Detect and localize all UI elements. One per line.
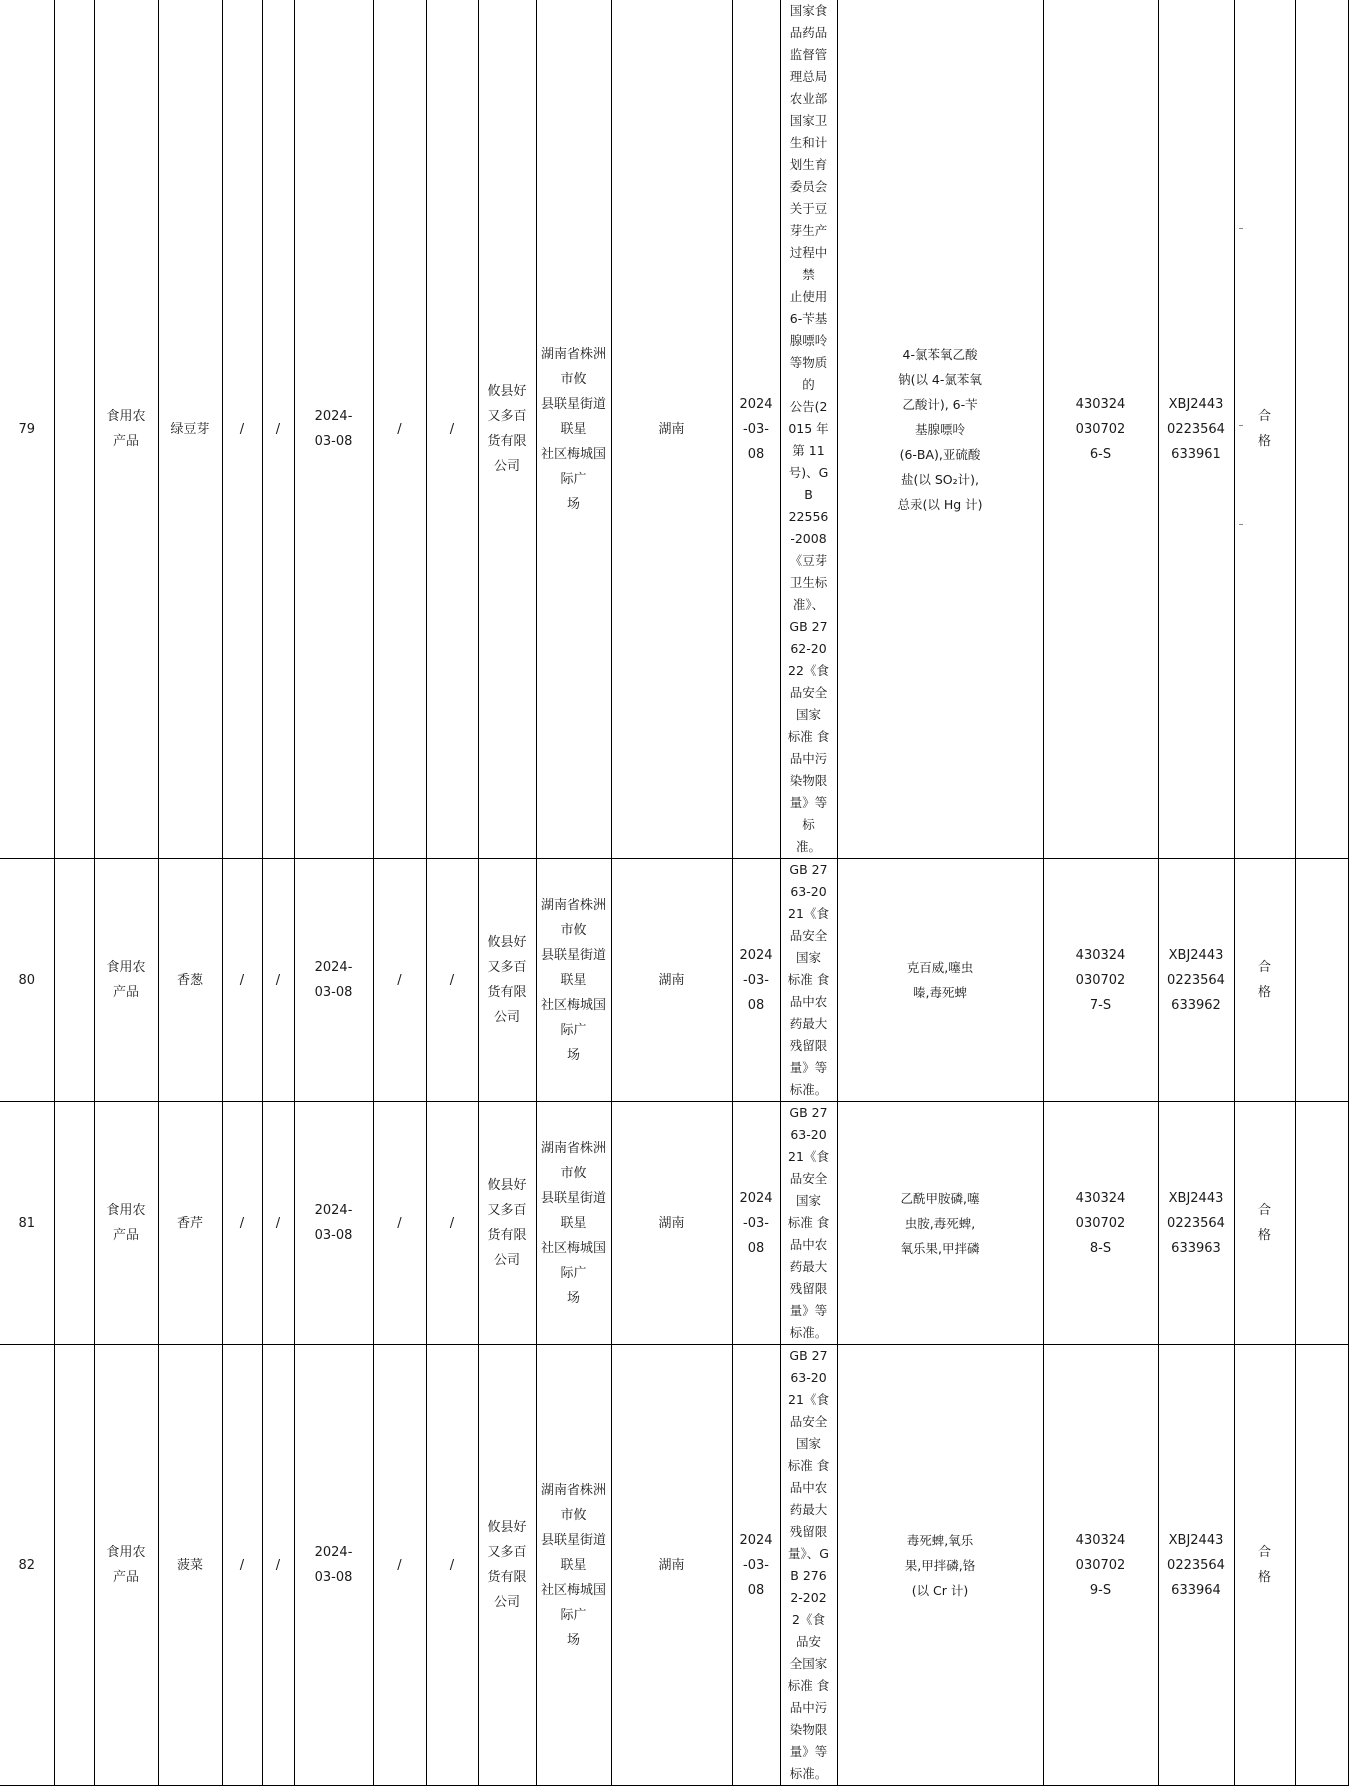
result-cell-text: 合 格 xyxy=(1257,1203,1271,1243)
slash-cell xyxy=(426,1102,478,1345)
province-cell-text: 湖南 xyxy=(658,1557,685,1573)
report-number-cell xyxy=(1043,1102,1158,1345)
sampling-date-cell xyxy=(732,1345,780,1786)
sample-number-cell-text: XBJ2443 0223564 633963 xyxy=(1167,1190,1225,1256)
report-number-cell-text: 430324 030702 6-S xyxy=(1075,396,1126,462)
trailing-empty-cell xyxy=(1295,0,1348,859)
standard-cell xyxy=(780,1102,837,1345)
row-number-text: 79 xyxy=(18,421,36,437)
slash-cell-text: / xyxy=(275,972,281,988)
product-name-cell-text: 绿豆芽 xyxy=(170,421,210,437)
slash-cell-text: / xyxy=(275,421,281,437)
product-name-cell-text: 香芹 xyxy=(176,1215,203,1231)
slash-cell-text: / xyxy=(239,1557,245,1573)
production-date-cell-text: 2024- 03-08 xyxy=(314,409,353,449)
province-cell xyxy=(611,859,732,1102)
seller-cell-text: 攸县好 又多百 货有限 公司 xyxy=(487,935,527,1025)
test-items-cell-text: 4-氯苯氧乙酸 钠(以 4-氯苯氧 乙酸计), 6-苄 基腺嘌呤 (6-BA),亚硫酸 盐(以 SO₂计), 总汞(以 Hg 计) xyxy=(897,346,983,512)
sampling-date-cell-text: 2024 -03- 08 xyxy=(739,1190,773,1256)
seller-cell-text: 攸县好 又多百 货有限 公司 xyxy=(487,384,527,474)
production-date-cell xyxy=(294,859,373,1102)
table-row xyxy=(0,0,1348,859)
sample-number-cell xyxy=(1158,0,1234,859)
empty-cell xyxy=(54,859,94,1102)
standard-cell-text: GB 2763-2021《食品安全国家 标准 食品中农药最大残留限 量》、GB 2762-2022《食品安 全国家标准 食品中污染物限 量》等标准。 xyxy=(787,1348,830,1781)
slash-cell-text: / xyxy=(239,421,245,437)
row-edge-mark xyxy=(1239,524,1243,525)
seller-cell-text: 攸县好 又多百 货有限 公司 xyxy=(487,1520,527,1610)
row-number xyxy=(0,1102,54,1345)
standard-cell-text: 国家食品药品监督管理总局 农业部 国家卫生和计划生育 委员会关于豆芽生产过程中禁 止使用6-苄基腺嘌呤等物质的 公告(2015 年第 11 号)、GB 22556-2008《豆芽卫生标准》、 GB 2762-2022《食品安全国家 标准 食品中污染物限量》等标 准。 xyxy=(787,3,830,854)
empty-cell xyxy=(54,0,94,859)
result-cell-text: 合 格 xyxy=(1257,409,1271,449)
slash-cell-text: / xyxy=(275,1557,281,1573)
category-cell xyxy=(94,1102,158,1345)
slash-cell-text: / xyxy=(397,1215,402,1231)
address-cell xyxy=(536,0,611,859)
slash-cell xyxy=(262,859,294,1102)
result-cell xyxy=(1234,1102,1295,1345)
standard-cell xyxy=(780,1345,837,1786)
row-edge-mark xyxy=(1239,425,1243,426)
category-cell-text: 食用农 产品 xyxy=(106,960,146,1000)
seller-cell xyxy=(478,1102,536,1345)
seller-cell xyxy=(478,1345,536,1786)
test-items-cell-text: 乙酰甲胺磷,噻 虫胺,毒死蜱, 氧乐果,甲拌磷 xyxy=(900,1190,980,1256)
report-number-cell-text: 430324 030702 9-S xyxy=(1075,1532,1126,1598)
slash-cell xyxy=(373,859,426,1102)
sample-number-cell-text: XBJ2443 0223564 633961 xyxy=(1167,396,1225,462)
province-cell-text: 湖南 xyxy=(658,972,685,988)
slash-cell-text: / xyxy=(397,421,402,437)
standard-cell xyxy=(780,0,837,859)
table-row xyxy=(0,1102,1348,1345)
sample-number-cell-text: XBJ2443 0223564 633962 xyxy=(1167,947,1225,1013)
slash-cell-text: / xyxy=(449,1215,455,1231)
category-cell xyxy=(94,1345,158,1786)
slash-cell xyxy=(426,0,478,859)
address-cell xyxy=(536,1102,611,1345)
slash-cell xyxy=(262,1345,294,1786)
trailing-empty-cell xyxy=(1295,859,1348,1102)
product-name-cell xyxy=(158,1102,222,1345)
sample-number-cell-text: XBJ2443 0223564 633964 xyxy=(1167,1532,1225,1598)
slash-cell xyxy=(262,1102,294,1345)
product-name-cell xyxy=(158,859,222,1102)
report-number-cell xyxy=(1043,859,1158,1102)
report-number-cell xyxy=(1043,0,1158,859)
test-items-cell xyxy=(837,859,1043,1102)
row-number-text: 80 xyxy=(18,972,36,988)
slash-cell xyxy=(426,859,478,1102)
category-cell xyxy=(94,0,158,859)
standard-cell-text: GB 2763-2021《食品安全国家 标准 食品中农药最大残留限 量》等标准。 xyxy=(787,1105,830,1340)
slash-cell-text: / xyxy=(449,1557,455,1573)
province-cell-text: 湖南 xyxy=(658,1215,685,1231)
product-name-cell-text: 菠菜 xyxy=(176,1557,203,1573)
address-cell-text: 湖南省株洲市攸 县联星街道联星 社区梅城国际广 场 xyxy=(540,897,606,1063)
standard-cell xyxy=(780,859,837,1102)
province-cell-text: 湖南 xyxy=(658,421,685,437)
standard-cell-text: GB 2763-2021《食品安全国家 标准 食品中农药最大残留限 量》等标准。 xyxy=(787,862,830,1097)
report-number-cell-text: 430324 030702 8-S xyxy=(1075,1190,1126,1256)
production-date-cell-text: 2024- 03-08 xyxy=(314,1545,353,1585)
slash-cell-text: / xyxy=(397,1557,402,1573)
address-cell-text: 湖南省株洲市攸 县联星街道联星 社区梅城国际广 场 xyxy=(540,346,606,512)
slash-cell xyxy=(373,1345,426,1786)
production-date-cell-text: 2024- 03-08 xyxy=(314,960,353,1000)
category-cell-text: 食用农 产品 xyxy=(106,409,146,449)
product-name-cell xyxy=(158,1345,222,1786)
row-number xyxy=(0,1345,54,1786)
table-row xyxy=(0,1345,1348,1786)
result-cell-text: 合 格 xyxy=(1257,1545,1271,1585)
empty-cell xyxy=(54,1345,94,1786)
sampling-date-cell xyxy=(732,1102,780,1345)
seller-cell xyxy=(478,0,536,859)
slash-cell xyxy=(222,1345,262,1786)
test-items-cell-text: 克百威,噻虫 嗪,毒死蜱 xyxy=(906,960,974,1000)
row-number-text: 82 xyxy=(18,1557,36,1573)
seller-cell xyxy=(478,859,536,1102)
sample-number-cell xyxy=(1158,859,1234,1102)
slash-cell-text: / xyxy=(239,1215,245,1231)
product-name-cell xyxy=(158,0,222,859)
test-items-cell xyxy=(837,0,1043,859)
category-cell-text: 食用农 产品 xyxy=(106,1545,146,1585)
address-cell xyxy=(536,859,611,1102)
slash-cell xyxy=(426,1345,478,1786)
empty-cell xyxy=(54,1102,94,1345)
test-items-cell xyxy=(837,1345,1043,1786)
province-cell xyxy=(611,1102,732,1345)
slash-cell xyxy=(222,859,262,1102)
sample-number-cell xyxy=(1158,1345,1234,1786)
production-date-cell-text: 2024- 03-08 xyxy=(314,1203,353,1243)
sampling-date-cell-text: 2024 -03- 08 xyxy=(739,947,773,1013)
report-number-cell xyxy=(1043,1345,1158,1786)
production-date-cell xyxy=(294,1345,373,1786)
row-number xyxy=(0,859,54,1102)
row-number-text: 81 xyxy=(18,1215,36,1231)
slash-cell-text: / xyxy=(397,972,402,988)
result-cell xyxy=(1234,1345,1295,1786)
sample-number-cell xyxy=(1158,1102,1234,1345)
category-cell xyxy=(94,859,158,1102)
test-items-cell xyxy=(837,1102,1043,1345)
slash-cell xyxy=(373,0,426,859)
production-date-cell xyxy=(294,1102,373,1345)
province-cell xyxy=(611,1345,732,1786)
row-number xyxy=(0,0,54,859)
result-cell xyxy=(1234,0,1295,859)
sampling-date-cell-text: 2024 -03- 08 xyxy=(739,396,773,462)
sampling-date-cell xyxy=(732,859,780,1102)
slash-cell xyxy=(222,0,262,859)
province-cell xyxy=(611,0,732,859)
slash-cell-text: / xyxy=(239,972,245,988)
sampling-date-cell xyxy=(732,0,780,859)
address-cell-text: 湖南省株洲市攸 县联星街道联星 社区梅城国际广 场 xyxy=(540,1482,606,1648)
slash-cell-text: / xyxy=(275,1215,281,1231)
sampling-date-cell-text: 2024 -03- 08 xyxy=(739,1532,773,1598)
address-cell-text: 湖南省株洲市攸 县联星街道联星 社区梅城国际广 场 xyxy=(540,1140,606,1306)
slash-cell xyxy=(373,1102,426,1345)
report-number-cell-text: 430324 030702 7-S xyxy=(1075,947,1126,1013)
test-items-cell-text: 毒死蜱,氧乐 果,甲拌磷,铬 (以 Cr 计) xyxy=(904,1532,976,1598)
table-row xyxy=(0,859,1348,1102)
slash-cell xyxy=(262,0,294,859)
slash-cell xyxy=(222,1102,262,1345)
row-edge-mark xyxy=(1239,228,1243,229)
address-cell xyxy=(536,1345,611,1786)
product-name-cell-text: 香葱 xyxy=(176,972,203,988)
production-date-cell xyxy=(294,0,373,859)
trailing-empty-cell xyxy=(1295,1345,1348,1786)
slash-cell-text: / xyxy=(449,421,455,437)
seller-cell-text: 攸县好 又多百 货有限 公司 xyxy=(487,1178,527,1268)
result-cell xyxy=(1234,859,1295,1102)
trailing-empty-cell xyxy=(1295,1102,1348,1345)
result-cell-text: 合 格 xyxy=(1257,960,1271,1000)
category-cell-text: 食用农 产品 xyxy=(106,1203,146,1243)
slash-cell-text: / xyxy=(449,972,455,988)
